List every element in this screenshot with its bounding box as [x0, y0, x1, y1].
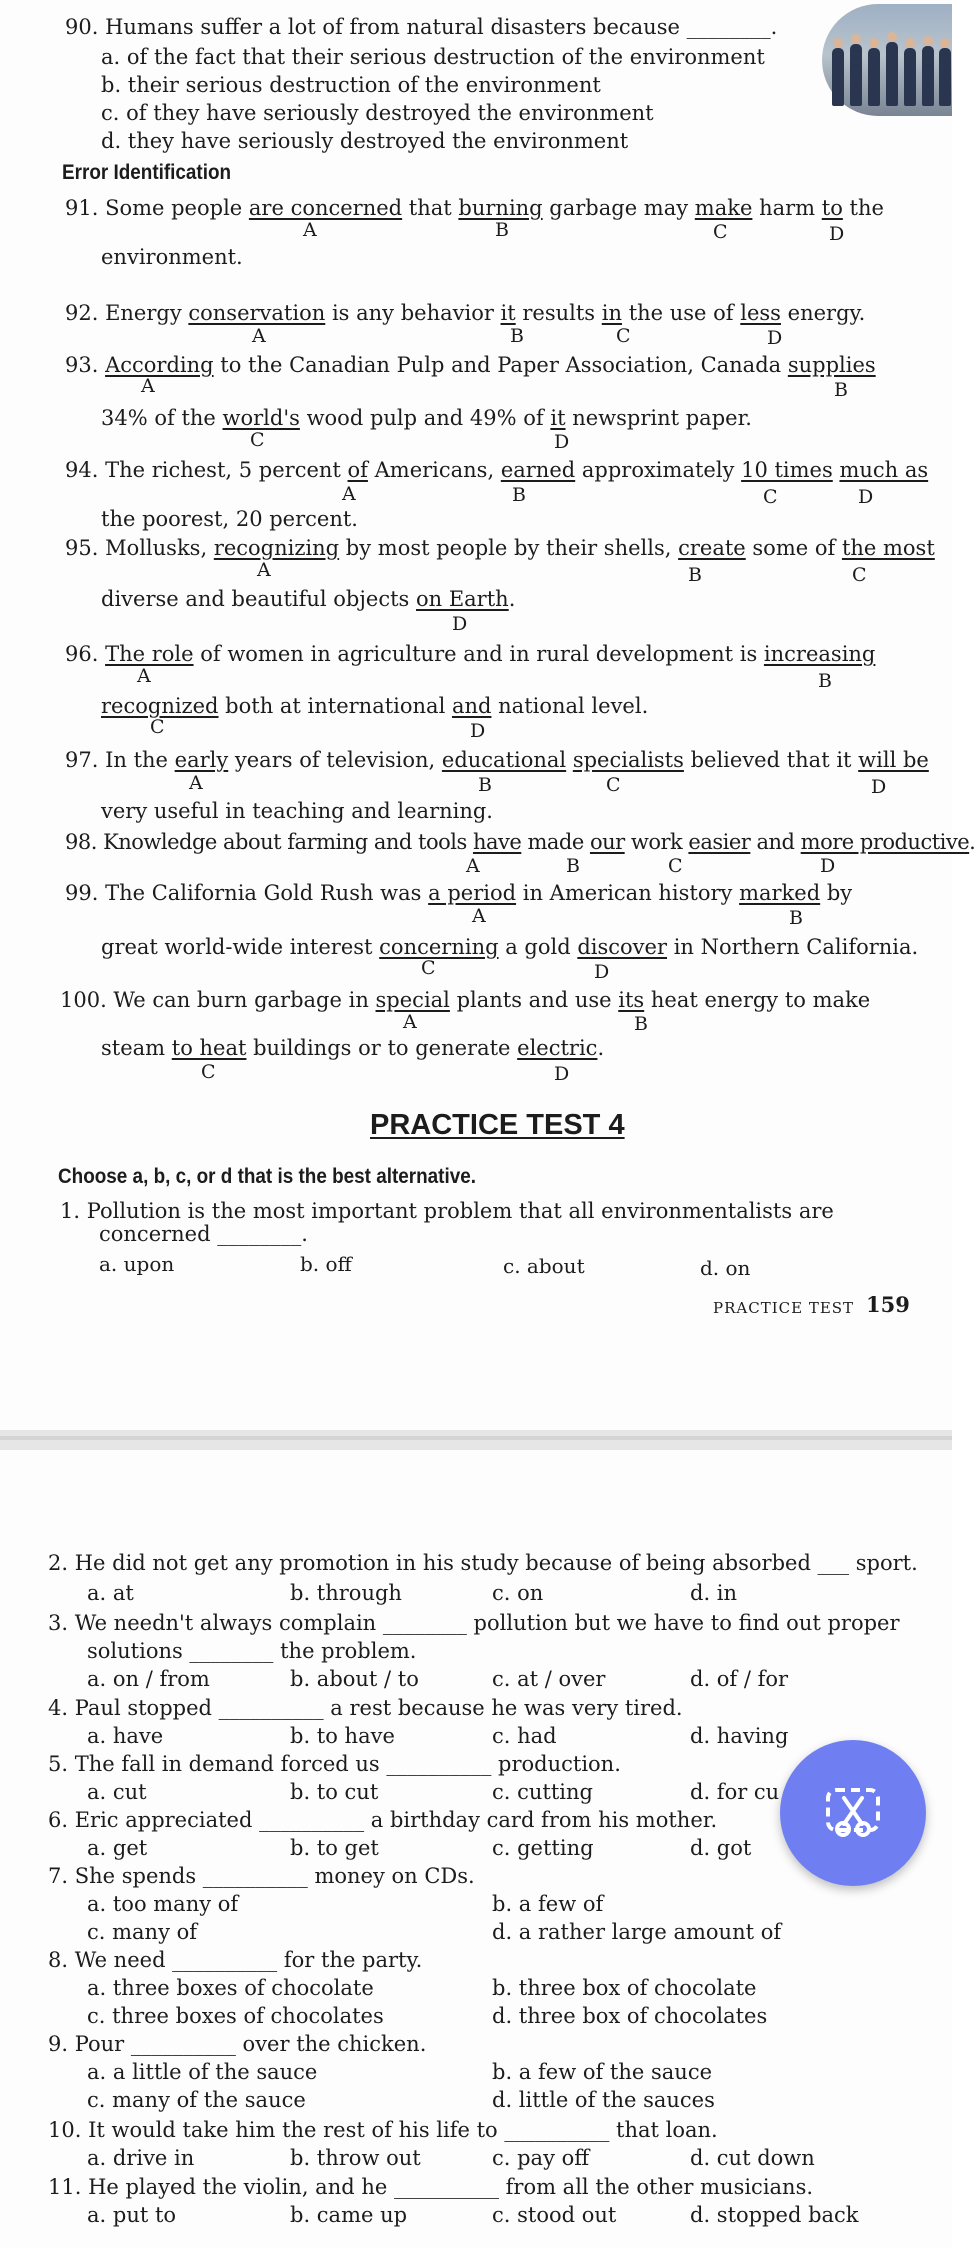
stem-text: work [624, 830, 689, 854]
underlined-part-a: have [472, 830, 522, 854]
stem-text: heat energy to make [644, 988, 871, 1012]
punctuation: . [770, 15, 778, 39]
underlined-part-d: more productive [800, 830, 970, 854]
stem-text: is any behavior [325, 301, 501, 325]
option-b: b. through [290, 1581, 402, 1605]
underlined-part-b: supplies [787, 353, 876, 377]
label-d: D [871, 776, 887, 798]
option-a: a. cut [87, 1780, 147, 1804]
option-b: b. to get [290, 1836, 379, 1860]
option-d: d. a rather large amount of [492, 1920, 782, 1944]
stem-text: a gold [498, 935, 578, 959]
option-c: c. had [492, 1724, 557, 1748]
label-b: B [688, 564, 702, 586]
option-a: a. get [87, 1836, 148, 1860]
underlined-part-d: and [451, 694, 492, 718]
stem-text: that [402, 196, 459, 220]
option-c: c. three boxes of chocolates [87, 2004, 384, 2028]
question-stem: 8. We need __________ for the party. [48, 1948, 423, 1972]
footer-label: PRACTICE TEST [713, 1299, 855, 1317]
stem-text: the [842, 196, 884, 220]
punctuation: . [301, 1222, 308, 1246]
label-a: A [403, 1011, 417, 1033]
label-b: B [789, 907, 803, 929]
option-b: b. three box of chocolate [492, 1976, 757, 2000]
label-c: C [606, 774, 621, 796]
option-d: d. stopped back [690, 2203, 859, 2227]
stem-text [566, 748, 573, 772]
stem-text: Americans, [367, 458, 501, 482]
underlined-part-a: conservation [188, 301, 326, 325]
underlined-part-c: make [694, 196, 753, 220]
stem-text: believed that it [683, 748, 859, 772]
label-c: C [852, 564, 867, 586]
label-a: A [252, 325, 266, 347]
option-d: d. cut down [690, 2146, 815, 2170]
question-line-2: environment. [101, 245, 243, 269]
stem-text: newsprint paper. [565, 406, 752, 430]
stem-text: by [820, 881, 853, 905]
person-figure [922, 46, 934, 106]
option-b: b. a few of the sauce [492, 2060, 713, 2084]
practice-test-title: PRACTICE TEST 4 [370, 1109, 625, 1141]
label-c: C [421, 957, 436, 979]
question-stem: 100. We can burn garbage in [60, 988, 376, 1012]
stem-text: some of [745, 536, 842, 560]
underlined-part-b: its [618, 988, 645, 1012]
label-a: A [257, 559, 271, 581]
label-d: D [554, 431, 570, 453]
label-b: B [510, 325, 524, 347]
label-c: C [763, 486, 778, 508]
option-d: d. little of the sauces [492, 2088, 715, 2112]
option-b: b. a few of [492, 1892, 604, 1916]
underlined-part-b: our [589, 830, 625, 854]
underlined-part-c: 10 times [741, 458, 833, 482]
underlined-part-c: the most [841, 536, 935, 560]
label-b: B [478, 774, 492, 796]
question-stem: 3. We needn't always complain ________ pollution but we have to find out proper [48, 1611, 900, 1635]
option-c: c. on [492, 1581, 544, 1605]
option-b: b. about / to [290, 1667, 419, 1691]
stem-text: both at international [218, 694, 452, 718]
label-d: D [594, 961, 610, 983]
stem-text: wood pulp and 49% of [299, 406, 551, 430]
question-stem: 9. Pour __________ over the chicken. [48, 2032, 427, 2056]
option-a: a. drive in [87, 2146, 195, 2170]
stem-text: years of television, [228, 748, 442, 772]
option-b: b. off [300, 1252, 352, 1276]
option-a: a. too many of [87, 1892, 239, 1916]
underlined-part-b: it [500, 301, 516, 325]
answer-blank: ________ [217, 1222, 302, 1246]
person-figure [886, 42, 898, 106]
option-a: a. a little of the sauce [87, 2060, 318, 2084]
option-c: c. many of [87, 1920, 198, 1944]
label-a: A [466, 855, 480, 877]
question-stem: 99. The California Gold Rush was [65, 881, 429, 905]
person-figure [904, 48, 916, 106]
question-line-2: very useful in teaching and learning. [101, 799, 493, 823]
stem-text: harm [752, 196, 822, 220]
label-b: B [634, 1013, 648, 1035]
underlined-part-c: recognized [101, 694, 219, 718]
question-stem: 96. [65, 642, 106, 666]
underlined-part-c: specialists [572, 748, 684, 772]
underlined-part-a: The role [105, 642, 194, 666]
underlined-part-b: earned [500, 458, 576, 482]
question-line-2: solutions ________ the problem. [87, 1639, 417, 1663]
option-c: c. pay off [492, 2146, 590, 2170]
stem-text: the use of [622, 301, 741, 325]
option-c: c. cutting [492, 1780, 593, 1804]
question-stem: 93. [65, 353, 106, 377]
label-c: C [250, 429, 265, 451]
person-figure [850, 44, 862, 106]
stem-text: made [521, 830, 590, 854]
label-c: C [201, 1061, 216, 1083]
underlined-part-b: burning [458, 196, 543, 220]
underlined-part-a: are concerned [248, 196, 403, 220]
question-stem: 10. It would take him the rest of his life to __________ that loan. [48, 2118, 718, 2142]
option-c: c. about [503, 1254, 585, 1278]
stem-text: plants and use [449, 988, 619, 1012]
label-c: C [150, 716, 165, 738]
label-a: A [342, 483, 356, 505]
question-stem: 94. The richest, 5 percent [65, 458, 348, 482]
option-a: a. of the fact that their serious destruction of the environment [101, 45, 765, 69]
option-b: b. came up [290, 2203, 408, 2227]
underlined-part-a: early [174, 748, 229, 772]
option-b: b. their serious destruction of the environment [101, 73, 601, 97]
underlined-part-a: According [105, 353, 214, 377]
option-d: d. having [690, 1724, 789, 1748]
option-b: b. to have [290, 1724, 395, 1748]
stem-text: . [508, 587, 516, 611]
option-b: b. to cut [290, 1780, 379, 1804]
option-b: b. throw out [290, 2146, 421, 2170]
underlined-part-a: recognizing [213, 536, 340, 560]
option-a: a. on / from [87, 1667, 210, 1691]
stem-text: . [597, 1036, 605, 1060]
option-a: a. put to [87, 2203, 177, 2227]
stem-text: national level. [491, 694, 649, 718]
underlined-part-d: electric [517, 1036, 598, 1060]
option-a: a. at [87, 1581, 134, 1605]
person-figure [868, 48, 880, 106]
option-d: d. three box of chocolates [492, 2004, 768, 2028]
stem-text: energy. [780, 301, 866, 325]
question-stem: 95. Mollusks, [65, 536, 214, 560]
underlined-part-b: educational [441, 748, 567, 772]
option-c: c. at / over [492, 1667, 606, 1691]
label-d: D [554, 1063, 570, 1085]
instructions: Choose a, b, c, or d that is the best alternative. [58, 1165, 477, 1188]
option-c: c. getting [492, 1836, 594, 1860]
option-a: a. have [87, 1724, 164, 1748]
label-a: A [472, 905, 486, 927]
stem-text: to the Canadian Pulp and Paper Association, Canada [213, 353, 788, 377]
underlined-part-d: it [550, 406, 566, 430]
question-stem: 6. Eric appreciated __________ a birthday card from his mother. [48, 1808, 718, 1832]
stem-text: of women in agriculture and in rural development is [193, 642, 764, 666]
underlined-part-a: of [347, 458, 368, 482]
question-stem: 4. Paul stopped __________ a rest because he was very tired. [48, 1696, 683, 1720]
option-d: d. got [690, 1836, 752, 1860]
underlined-part-d: less [740, 301, 781, 325]
label-d: D [820, 855, 836, 877]
option-c: c. many of the sauce [87, 2088, 306, 2112]
label-d: D [767, 327, 783, 349]
stem-text: concerned [99, 1222, 211, 1246]
page-divider [0, 1430, 952, 1450]
label-c: C [713, 221, 728, 243]
question-stem: 98. Knowledge about farming and tools [65, 830, 473, 854]
stem-text: and [750, 830, 801, 854]
question-stem: 92. Energy [65, 301, 189, 325]
label-a: A [303, 219, 317, 241]
stem-text: steam [101, 1036, 172, 1060]
question-stem: 91. Some people [65, 196, 249, 220]
underlined-part-c: world's [222, 406, 300, 430]
option-a: a. upon [99, 1252, 175, 1276]
person-figure [939, 48, 951, 106]
label-b: B [818, 670, 832, 692]
scissors-icon [822, 1782, 884, 1844]
stem-text: garbage may [542, 196, 695, 220]
stem-text: results [515, 301, 602, 325]
underlined-part-c: concerning [379, 935, 499, 959]
question-line-2: the poorest, 20 percent. [101, 507, 358, 531]
answer-blank: ________ [686, 15, 771, 39]
option-d: d. on [700, 1256, 751, 1280]
label-a: A [189, 772, 203, 794]
underlined-part-b: create [678, 536, 746, 560]
underlined-part-c: easier [688, 830, 751, 854]
label-b: B [834, 379, 848, 401]
underlined-part-b: marked [739, 881, 821, 905]
question-stem: 11. He played the violin, and he __________ from all the other musicians. [48, 2175, 814, 2199]
stem-text: 34% of the [101, 406, 223, 430]
option-d: d. in [690, 1581, 738, 1605]
option-c: c. of they have seriously destroyed the environment [101, 101, 654, 125]
stem-text: by most people by their shells, [339, 536, 679, 560]
label-b: B [512, 484, 526, 506]
label-d: D [858, 486, 874, 508]
underlined-part-d: to [821, 196, 843, 220]
question-stem: 97. In the [65, 748, 175, 772]
underlined-part-d: will be [858, 748, 929, 772]
stem-text: in American history [516, 881, 740, 905]
underlined-part-c: to heat [171, 1036, 247, 1060]
question-stem: 2. He did not get any promotion in his study because of being absorbed ___ sport. [48, 1551, 918, 1575]
option-d: d. for cu [690, 1780, 780, 1804]
screenshot-tool-button[interactable] [780, 1740, 926, 1886]
underlined-part-a: special [375, 988, 450, 1012]
stem-text: great world-wide interest [101, 935, 380, 959]
label-c: C [616, 325, 631, 347]
stem-text: approximately [575, 458, 742, 482]
underlined-part-a: a period [428, 881, 517, 905]
underlined-part-b: increasing [763, 642, 876, 666]
underlined-part-d: much as [839, 458, 929, 482]
stem-text: diverse and beautiful objects [101, 587, 416, 611]
person-figure [832, 48, 844, 106]
question-stem: 90. Humans suffer a lot of from natural disasters because [65, 15, 680, 39]
label-d: D [829, 223, 845, 245]
question-stem: 5. The fall in demand forced us __________ production. [48, 1752, 621, 1776]
label-b: B [495, 219, 509, 241]
option-d: d. of / for [690, 1667, 789, 1691]
label-a: A [137, 665, 151, 687]
label-d: D [470, 720, 486, 742]
label-c: C [668, 855, 683, 877]
underlined-part-c: in [601, 301, 623, 325]
page-number: 159 [866, 1292, 910, 1317]
label-a: A [141, 375, 155, 397]
option-a: a. three boxes of chocolate [87, 1976, 374, 2000]
question-stem: 1. Pollution is the most important problem that all environmentalists are [60, 1199, 834, 1223]
stem-text: . [969, 830, 975, 854]
underlined-part-d: discover [577, 935, 668, 959]
label-d: D [452, 613, 468, 635]
question-stem: 7. She spends __________ money on CDs. [48, 1864, 475, 1888]
group-photo-thumbnail [822, 4, 952, 116]
stem-text: buildings or to generate [246, 1036, 518, 1060]
section-heading-error-identification: Error Identification [62, 161, 232, 184]
label-b: B [566, 855, 580, 877]
underlined-part-d: on Earth [415, 587, 509, 611]
stem-text: in Northern California. [667, 935, 919, 959]
option-c: c. stood out [492, 2203, 617, 2227]
option-d: d. they have seriously destroyed the environment [101, 129, 629, 153]
